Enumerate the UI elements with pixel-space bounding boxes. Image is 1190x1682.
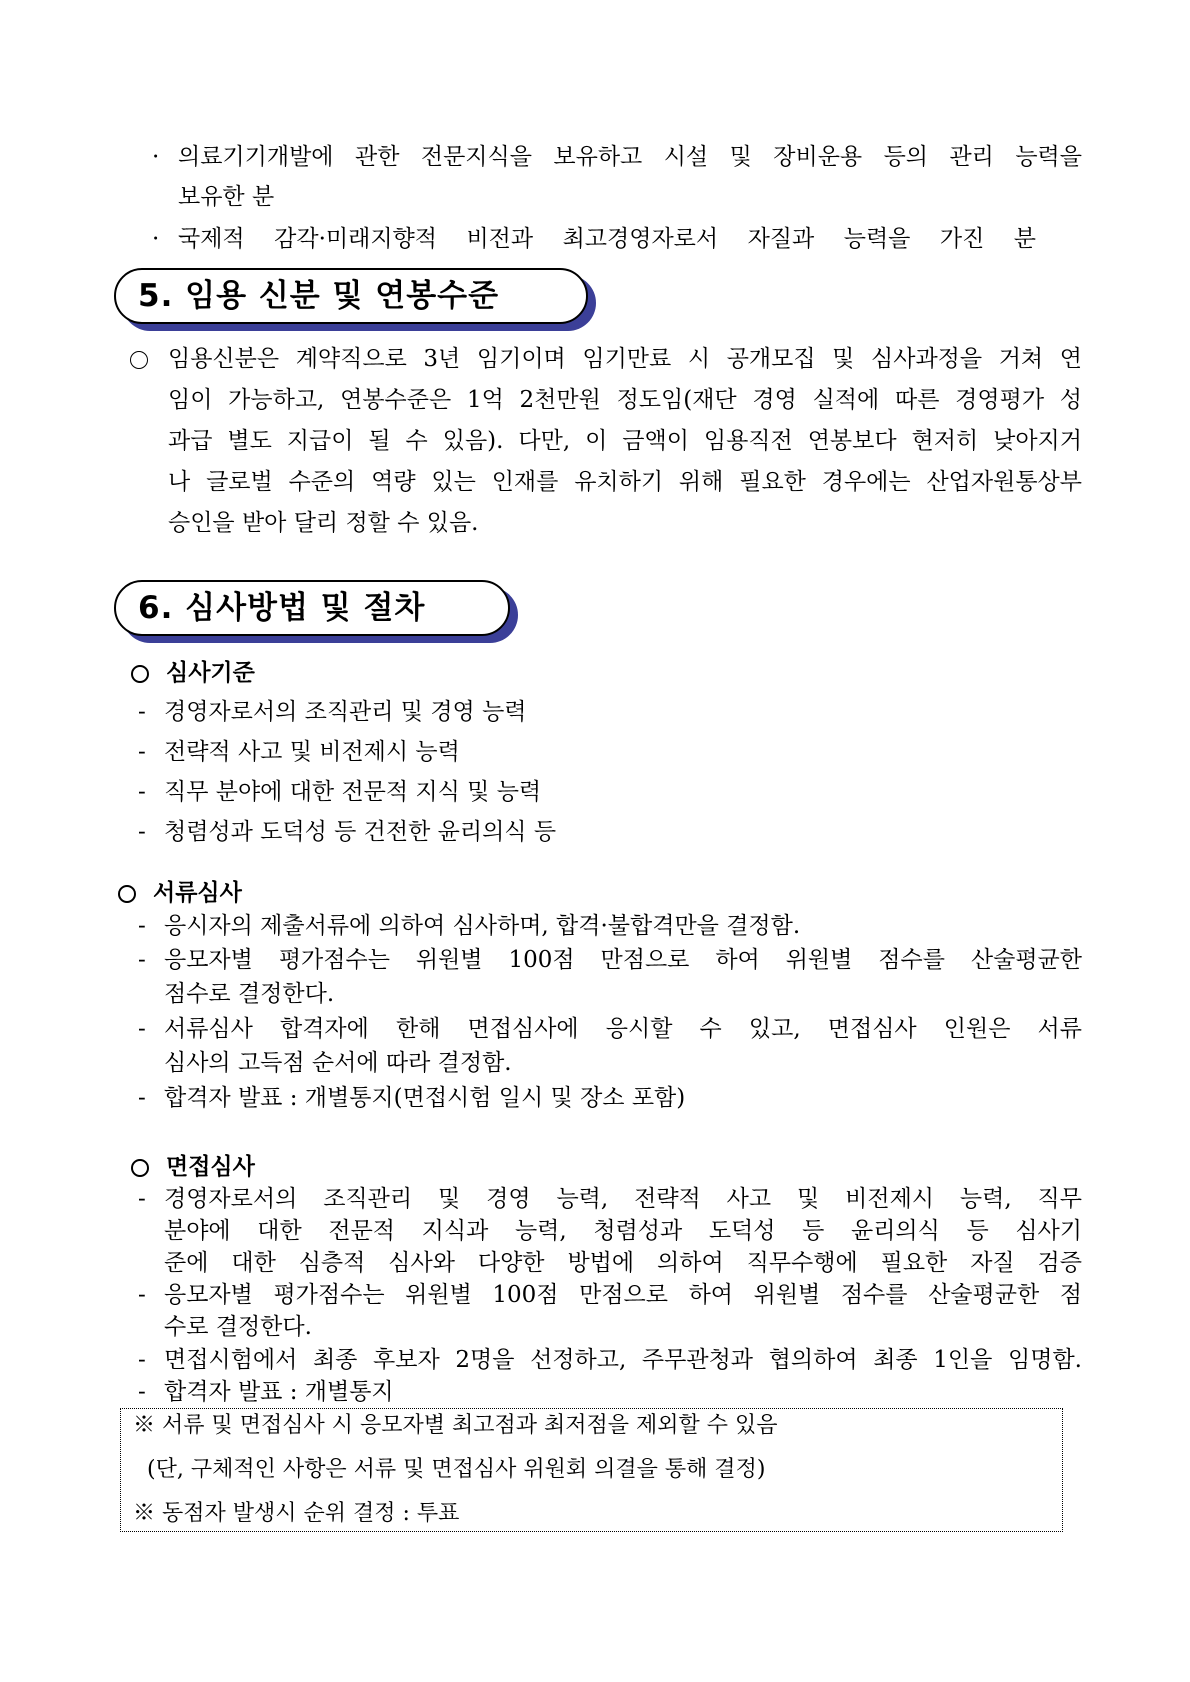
section5-para-line5: 승인을 받아 달리 정할 수 있음. xyxy=(168,510,479,536)
section5-header xyxy=(114,268,588,324)
section5-para-line1: 임용신분은 계약직으로 3년 임기이며 임기만료 시 공개모집 및 심사과정을 거쳐 연 xyxy=(168,346,1082,372)
doc-item-3-line1: 서류심사 합격자에 한해 면접심사에 응시할 수 있고, 면접심사 인원은 서류 xyxy=(164,1016,1082,1042)
dash: - xyxy=(138,1085,146,1111)
doc-item-2-line2: 점수로 결정한다. xyxy=(164,981,335,1007)
bullet-dot: · xyxy=(152,144,160,170)
interview-item-4: 합격자 발표 : 개별통지 xyxy=(164,1379,394,1405)
note-line-3: ※ 동점자 발생시 순위 결정 : 투표 xyxy=(133,1501,460,1526)
section5-para-line2: 임이 가능하고, 연봉수준은 1억 2천만원 정도임(재단 경영 실적에 따른 경영평가 성 xyxy=(168,387,1082,413)
dash: - xyxy=(138,1016,146,1042)
criteria-title: 심사기준 xyxy=(166,660,255,686)
intro-bullet-1-line2: 보유한 분 xyxy=(178,184,275,210)
interview-item-1-line1: 경영자로서의 조직관리 및 경영 능력, 전략적 사고 및 비전제시 능력, 직무 xyxy=(164,1186,1082,1212)
dash: - xyxy=(138,699,146,725)
doc-item-2-line1: 응모자별 평가점수는 위원별 100점 만점으로 하여 위원별 점수를 산술평균한 xyxy=(164,947,1082,973)
dash: - xyxy=(138,1347,146,1373)
interview-title: 면접심사 xyxy=(166,1154,255,1180)
open-circle-icon xyxy=(131,665,149,683)
criteria-item-4: 청렴성과 도덕성 등 건전한 윤리의식 등 xyxy=(164,819,557,845)
criteria-item-3: 직무 분야에 대한 전문적 지식 및 능력 xyxy=(164,779,542,805)
doc-item-3-line2: 심사의 고득점 순서에 따라 결정함. xyxy=(164,1050,512,1076)
open-circle-icon xyxy=(131,1159,149,1177)
interview-item-1-line2: 분야에 대한 전문적 지식과 능력, 청렴성과 도덕성 등 윤리의식 등 심사기 xyxy=(164,1218,1082,1244)
dash: - xyxy=(138,779,146,805)
dash: - xyxy=(138,1282,146,1308)
bullet-dot: · xyxy=(152,226,160,252)
section6-title: 6. 심사방법 및 절차 xyxy=(114,580,510,636)
note-box xyxy=(120,1408,1063,1532)
criteria-item-1: 경영자로서의 조직관리 및 경영 능력 xyxy=(164,699,527,725)
section5-para-line3: 과급 별도 지급이 될 수 있음). 다만, 이 금액이 임용직전 연봉보다 현저히 낮아지거 xyxy=(168,428,1082,454)
section5-title: 5. 임용 신분 및 연봉수준 xyxy=(114,268,588,324)
note-line-2: (단, 구체적인 사항은 서류 및 면접심사 위원회 의결을 통해 결정) xyxy=(147,1457,766,1482)
interview-item-2-line1: 응모자별 평가점수는 위원별 100점 만점으로 하여 위원별 점수를 산술평균한 점 xyxy=(164,1282,1082,1308)
interview-item-3: 면접시험에서 최종 후보자 2명을 선정하고, 주무관청과 협의하여 최종 1인을 임명함. xyxy=(164,1347,1082,1373)
section5-para-line4: 나 글로벌 수준의 역량 있는 인재를 유치하기 위해 필요한 경우에는 산업자원통상부 xyxy=(168,469,1082,495)
document-review-title: 서류심사 xyxy=(153,880,242,906)
intro-bullet-2: 국제적 감각·미래지향적 비전과 최고경영자로서 자질과 능력을 가진 분 xyxy=(178,226,1036,252)
dash: - xyxy=(138,819,146,845)
open-circle-icon xyxy=(130,351,148,369)
dash: - xyxy=(138,913,146,939)
doc-item-1: 응시자의 제출서류에 의하여 심사하며, 합격·불합격만을 결정함. xyxy=(164,913,801,939)
interview-item-2-line2: 수로 결정한다. xyxy=(164,1314,312,1340)
note-line-1: ※ 서류 및 면접심사 시 응모자별 최고점과 최저점을 제외할 수 있음 xyxy=(133,1413,778,1438)
dash: - xyxy=(138,1186,146,1212)
doc-item-4: 합격자 발표 : 개별통지(면접시험 일시 및 장소 포함) xyxy=(164,1085,686,1111)
dash: - xyxy=(138,739,146,765)
section6-header xyxy=(114,580,510,636)
dash: - xyxy=(138,1379,146,1405)
criteria-item-2: 전략적 사고 및 비전제시 능력 xyxy=(164,739,460,765)
dash: - xyxy=(138,947,146,973)
interview-item-1-line3: 준에 대한 심층적 심사와 다양한 방법에 의하여 직무수행에 필요한 자질 검증 xyxy=(164,1250,1082,1276)
open-circle-icon xyxy=(118,885,136,903)
intro-bullet-1-line1: 의료기기개발에 관한 전문지식을 보유하고 시설 및 장비운용 등의 관리 능력을 xyxy=(178,144,1082,170)
